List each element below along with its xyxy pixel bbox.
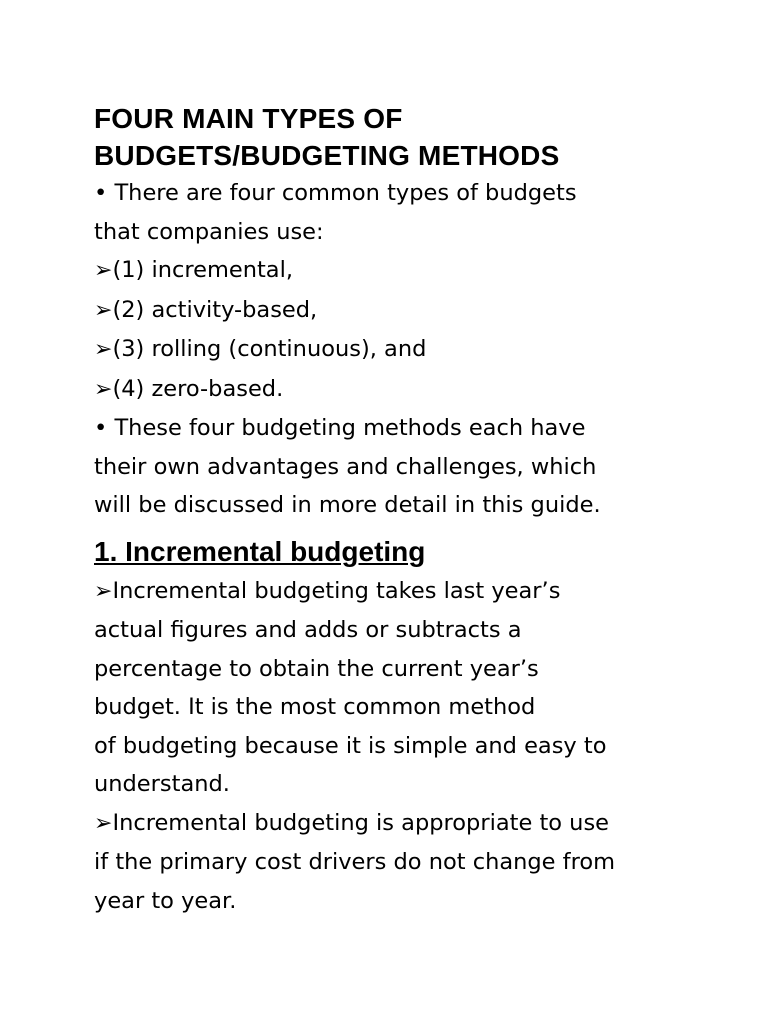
intro-line-1: • There are four common types of budgets <box>94 180 577 206</box>
bullet-icon: • <box>94 180 108 206</box>
title-line-2: BUDGETS/BUDGETING METHODS <box>94 140 560 171</box>
summary-paragraph <box>94 409 714 525</box>
point2-line-1: ➢Incremental budgeting is appropriate to use <box>94 809 610 836</box>
point1-line-6: understand. <box>94 771 230 797</box>
point2-line-3: year to year. <box>94 887 237 914</box>
arrow-bullet-icon: ➢ <box>94 578 113 604</box>
arrow-bullet-icon: ➢ <box>94 810 113 836</box>
document-page <box>94 100 714 920</box>
point1-line-3: percentage to obtain the current year’s <box>94 655 539 682</box>
budget-types-list <box>94 251 714 409</box>
list-item: ➢(3) rolling (continuous), and <box>94 336 427 362</box>
bullet-icon: • <box>94 415 108 441</box>
section-heading-incremental: 1. Incremental budgeting <box>94 535 426 567</box>
point1-line-4: budget. It is the most common method <box>94 694 536 720</box>
point1-line-5: of budgeting because it is simple and easy to <box>94 732 607 759</box>
arrow-bullet-icon: ➢ <box>94 258 113 283</box>
arrow-bullet-icon: ➢ <box>94 337 113 362</box>
intro-line-2: that companies use: <box>94 218 324 245</box>
intro-paragraph <box>94 174 714 251</box>
title-line-1: FOUR MAIN TYPES OF <box>94 103 403 134</box>
point2-line-2: if the primary cost drivers do not change from <box>94 849 616 875</box>
point1-line-2: actual figures and adds or subtracts a <box>94 617 522 643</box>
document-title <box>94 100 714 174</box>
summary-line-1: • These four budgeting methods each have <box>94 415 586 441</box>
arrow-bullet-icon: ➢ <box>94 376 113 402</box>
summary-line-2: their own advantages and challenges, which <box>94 453 597 480</box>
point1-line-1: ➢Incremental budgeting takes last year’s <box>94 577 561 604</box>
arrow-bullet-icon: ➢ <box>94 297 113 323</box>
incremental-point-2 <box>94 804 714 921</box>
list-item: ➢(1) incremental, <box>94 257 293 283</box>
summary-line-3: will be discussed in more detail in this guide. <box>94 492 601 518</box>
incremental-point-1 <box>94 572 714 804</box>
list-item: ➢(4) zero-based. <box>94 375 284 402</box>
list-item: ➢(2) activity-based, <box>94 296 318 323</box>
